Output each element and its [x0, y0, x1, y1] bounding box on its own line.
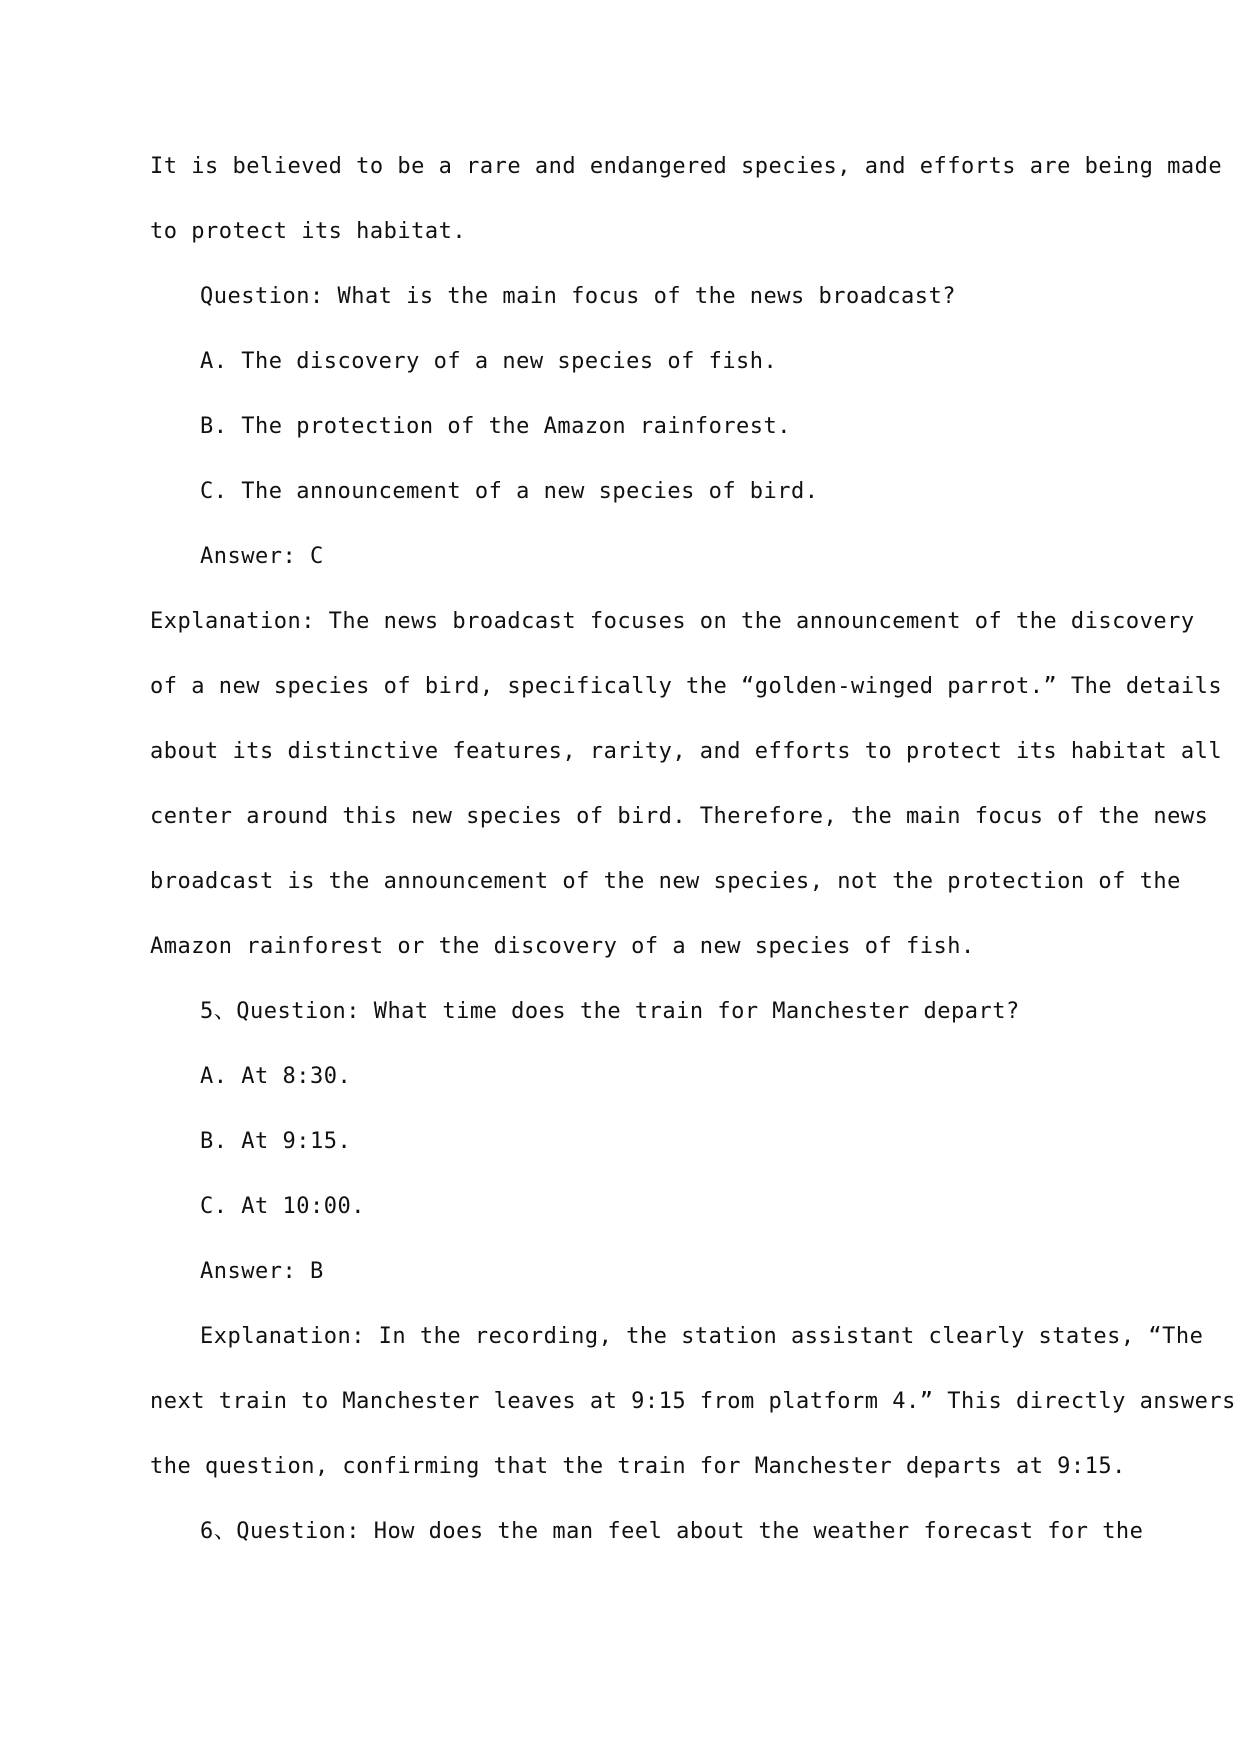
option-b: B. The protection of the Amazon rainforest. — [200, 414, 792, 439]
explanation-line: broadcast is the announcement of the new species, not the protection of the — [150, 869, 1181, 894]
option-c: C. At 10:00. — [200, 1194, 365, 1219]
option-c: C. The announcement of a new species of bird. — [200, 479, 819, 504]
explanation-line: of a new species of bird, specifically the “golden-winged parrot.” The details — [150, 674, 1223, 699]
option-b: B. At 9:15. — [200, 1129, 352, 1154]
question-text: Question: What is the main focus of the news broadcast? — [200, 284, 956, 309]
option-a: A. The discovery of a new species of fish. — [200, 349, 778, 374]
explanation-line: Explanation: The news broadcast focuses on the announcement of the discovery — [150, 609, 1195, 634]
answer-text: Answer: B — [200, 1259, 324, 1284]
option-a: A. At 8:30. — [200, 1064, 352, 1089]
explanation-line: next train to Manchester leaves at 9:15 from platform 4.” This directly answers — [150, 1389, 1236, 1414]
explanation-line: center around this new species of bird. Therefore, the main focus of the news — [150, 804, 1209, 829]
explanation-line: Explanation: In the recording, the station assistant clearly states, “The — [200, 1324, 1204, 1349]
explanation-line: the question, confirming that the train for Manchester departs at 9:15. — [150, 1454, 1126, 1479]
explanation-line: Amazon rainforest or the discovery of a new species of fish. — [150, 934, 975, 959]
question-text: 6、Question: How does the man feel about the weather forecast for the — [200, 1519, 1144, 1544]
paragraph-line: It is believed to be a rare and endangered species, and efforts are being made — [150, 154, 1223, 179]
explanation-line: about its distinctive features, rarity, and efforts to protect its habitat all — [150, 739, 1223, 764]
answer-text: Answer: C — [200, 544, 324, 569]
question-text: 5、Question: What time does the train for Manchester depart? — [200, 999, 1020, 1024]
paragraph-line: to protect its habitat. — [150, 219, 467, 244]
